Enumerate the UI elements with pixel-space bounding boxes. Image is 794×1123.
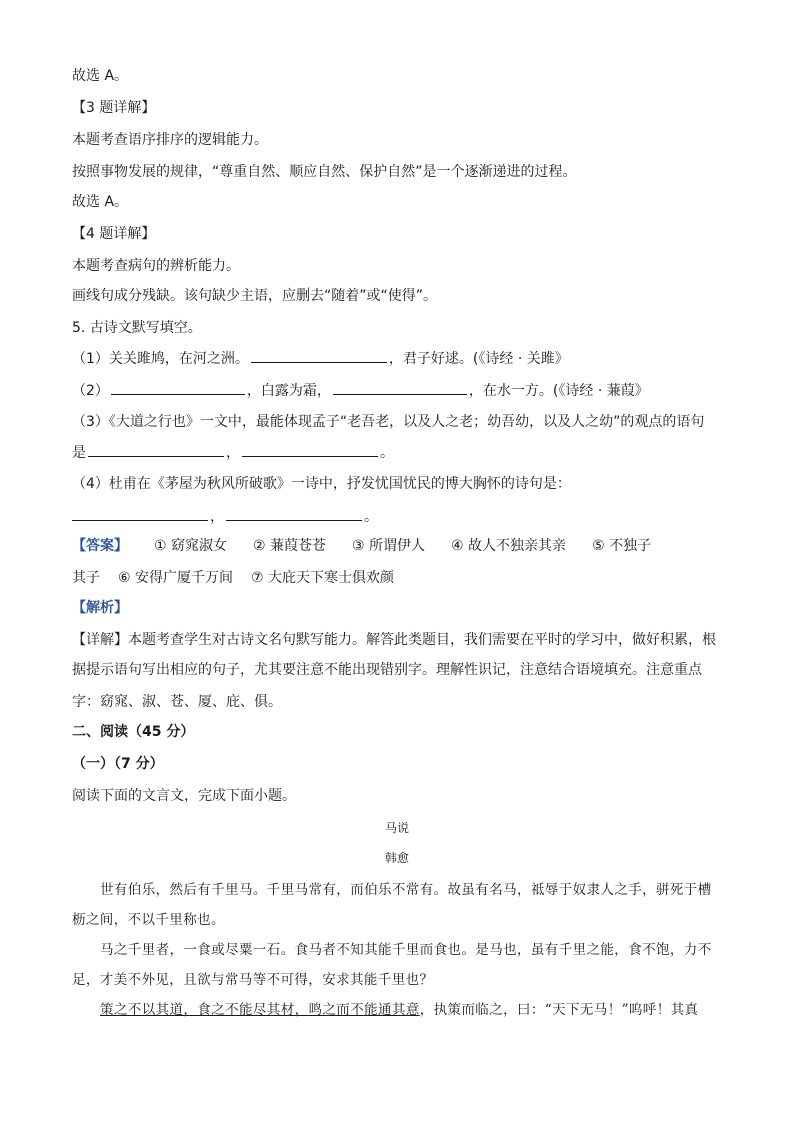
answer-row-cont [72,568,394,588]
analysis-label: 【解析】 [72,600,128,616]
passage-author: 韩愈 [384,851,409,865]
section-heading: 【3 题详解】 [72,100,156,116]
passage-paragraph: 枥之间，不以千里称也。 [72,912,225,928]
answer-blank[interactable] [72,506,208,521]
answer-item: ③ 所谓伊人 [352,538,426,554]
question-text: ，君子好逑。(《诗经 · 关雎》 [388,351,569,367]
answer-item: ⑥ 安得广厦千万间 [118,570,234,586]
question-1 [72,348,569,369]
section-heading: 【4 题详解】 [72,226,156,242]
answer-blank[interactable] [88,442,224,457]
answer-item: ⑤ 不独子 [592,538,652,554]
text-line: 本题考查病句的辨析能力。 [72,258,240,274]
subsection-title: （一）（7 分） [72,756,164,772]
answer-item: ① 窈窕淑女 [154,538,228,554]
detail-text: 字：窈窕、淑、苍、厦、庇、俱。 [72,694,282,710]
passage-paragraph: 马之千里者，一食或尽粟一石。食马者不知其能千里而食也。是马也，虽有千里之能，食不饱，力不 [100,942,712,958]
question-text: （2） [72,383,109,399]
question-text: ，在水一方。(《诗经 · 蒹葭》 [468,383,649,399]
passage-paragraph [100,1000,698,1020]
answer-item: 其子 [72,570,100,586]
question-3-cont [72,442,394,463]
question-title: 5. 古诗文默写填空。 [72,320,202,336]
question-text: ， [210,509,224,525]
answer-blank[interactable] [333,380,467,395]
text-line: 本题考查语序排序的逻辑能力。 [72,132,268,148]
answer-blank[interactable] [111,380,245,395]
question-4: （4）杜甫在《茅屋为秋风所破歌》一诗中，抒发忧国忧民的博大胸怀的诗句是： [72,476,571,492]
answer-item: ② 蒹葭苍苍 [253,538,327,554]
answer-item: ④ 故人不独亲其亲 [451,538,567,554]
detail-text: 【详解】本题考查学生对古诗文名句默写能力。解答此类题目，我们需要在平时的学习中，做好积累，根 [72,632,716,648]
question-text: （1）关关雎鸠，在河之洲。 [72,351,249,367]
question-4-cont [72,506,378,527]
answer-label: 【答案】 [72,538,128,554]
question-text: ， [226,445,240,461]
passage-title: 马说 [384,821,409,835]
question-3: （3）《大道之行也》一文中，最能体现孟子“老吾老，以及人之老；幼吾幼，以及人之幼”的观点的语句 [72,414,705,430]
text-line: 按照事物发展的规律，“尊重自然、顺应自然、保护自然”是一个逐渐递进的过程。 [72,164,577,180]
question-text: 。 [364,509,378,525]
answer-row [72,536,651,556]
question-2 [72,380,649,401]
question-text: 是 [72,445,86,461]
question-text: 。 [380,445,394,461]
underlined-sentence: 策之不以其道，食之不能尽其材，鸣之而不能通其意 [100,1002,420,1018]
text-line: 故选 A。 [72,68,129,84]
answer-blank[interactable] [242,442,378,457]
instruction-text: 阅读下面的文言文，完成下面小题。 [72,788,296,804]
passage-paragraph: 世有伯乐，然后有千里马。千里马常有，而伯乐不常有。故虽有名马，祗辱于奴隶人之手，骈死于槽 [100,882,712,898]
question-text: ，白露为霜， [246,383,331,399]
answer-blank[interactable] [251,348,387,363]
passage-text: ，执策而临之，曰：“天下无马！”呜呼！其真 [419,1002,699,1018]
text-line: 画线句成分残缺。该句缺少主语，应删去“随着”或“使得”。 [72,288,438,304]
text-line: 故选 A。 [72,194,129,210]
detail-text: 据提示语句写出相应的句子，尤其要注意不能出现错别字。理解性识记，注意结合语境填充。注意重点 [72,662,702,678]
answer-blank[interactable] [226,506,362,521]
answer-item: ⑦ 大庇天下寒士俱欢颜 [251,570,395,586]
section-title: 二、阅读（45 分） [72,724,195,740]
passage-paragraph: 足，才美不外见，且欲与常马等不可得，安求其能千里也？ [72,972,434,988]
